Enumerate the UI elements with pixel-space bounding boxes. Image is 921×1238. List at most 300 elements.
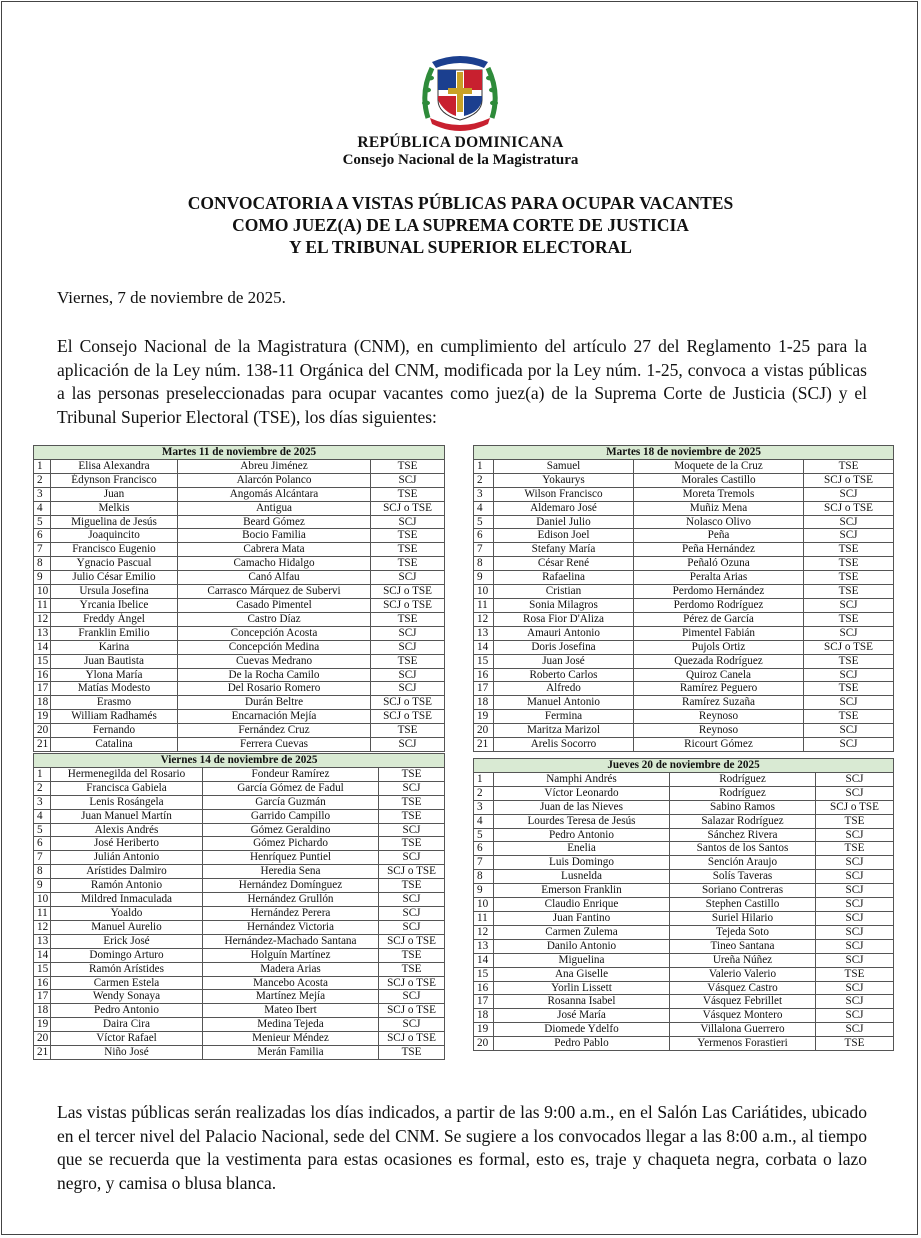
last-name: García Guzmán: [203, 795, 379, 809]
last-name: Valerio Valerio: [670, 967, 816, 981]
table-row: [34, 920, 445, 934]
last-name: Henríquez Puntiel: [203, 851, 379, 865]
schedule-date-heading: Viernes 14 de noviembre de 2025: [34, 754, 445, 768]
last-name: Santos de los Santos: [670, 842, 816, 856]
row-number: 1: [34, 767, 51, 781]
last-name: Durán Beltre: [178, 696, 371, 710]
court: SCJ: [371, 626, 445, 640]
court: SCJ: [804, 668, 894, 682]
table-row: [474, 953, 894, 967]
last-name: Angomás Alcántara: [178, 487, 371, 501]
table-row: [34, 837, 445, 851]
table-row: [34, 682, 445, 696]
court: TSE: [379, 962, 445, 976]
row-number: 13: [474, 939, 494, 953]
court: TSE: [371, 487, 445, 501]
row-number: 17: [474, 682, 494, 696]
first-name: Ramón Arístides: [51, 962, 203, 976]
table-row: [474, 626, 894, 640]
last-name: Rodríguez: [670, 772, 816, 786]
first-name: Diomede Ydelfo: [494, 1023, 670, 1037]
table-row: [474, 772, 894, 786]
row-number: 9: [34, 571, 51, 585]
last-name: Reynoso: [634, 724, 804, 738]
court: SCJ: [816, 828, 894, 842]
last-name: Antigua: [178, 501, 371, 515]
last-name: Rodríguez: [670, 786, 816, 800]
row-number: 12: [34, 920, 51, 934]
table-row: [34, 543, 445, 557]
court: SCJ: [371, 738, 445, 752]
table-row: [34, 851, 445, 865]
row-number: 17: [34, 990, 51, 1004]
last-name: De la Rocha Camilo: [178, 668, 371, 682]
last-name: Encarnación Mejía: [178, 710, 371, 724]
table-row: [34, 473, 445, 487]
court: SCJ o TSE: [379, 934, 445, 948]
first-name: Julián Antonio: [51, 851, 203, 865]
last-name: Ricourt Gómez: [634, 738, 804, 752]
row-number: 5: [34, 823, 51, 837]
court: TSE: [379, 948, 445, 962]
schedule-date-heading: Martes 11 de noviembre de 2025: [34, 446, 445, 460]
table-row: [34, 487, 445, 501]
table-row: [34, 767, 445, 781]
first-name: Amauri Antonio: [494, 626, 634, 640]
row-number: 15: [34, 962, 51, 976]
last-name: Fondeur Ramírez: [203, 767, 379, 781]
table-row: [34, 990, 445, 1004]
court: SCJ: [379, 920, 445, 934]
first-name: Pedro Antonio: [494, 828, 670, 842]
first-name: Yoaldo: [51, 906, 203, 920]
last-name: Concepción Acosta: [178, 626, 371, 640]
court: SCJ: [804, 696, 894, 710]
court: SCJ: [371, 682, 445, 696]
court: SCJ: [816, 939, 894, 953]
first-name: Daira Cira: [51, 1018, 203, 1032]
court: SCJ: [816, 898, 894, 912]
row-number: 12: [474, 612, 494, 626]
court: SCJ: [816, 995, 894, 1009]
first-name: Rosa Fior D'Aliza: [494, 612, 634, 626]
row-number: 13: [34, 626, 51, 640]
row-number: 10: [34, 893, 51, 907]
first-name: Juan Bautista: [51, 654, 178, 668]
row-number: 3: [474, 800, 494, 814]
row-number: 10: [474, 898, 494, 912]
table-row: [34, 865, 445, 879]
row-number: 9: [474, 571, 494, 585]
last-name: Madera Arias: [203, 962, 379, 976]
first-name: José María: [494, 1009, 670, 1023]
last-name: Martínez Mejía: [203, 990, 379, 1004]
first-name: Doris Josefina: [494, 640, 634, 654]
first-name: Fernando: [51, 724, 178, 738]
court: SCJ: [804, 598, 894, 612]
table-row: [474, 557, 894, 571]
row-number: 15: [34, 654, 51, 668]
row-number: 19: [34, 1018, 51, 1032]
row-number: 6: [34, 837, 51, 851]
first-name: Domingo Arturo: [51, 948, 203, 962]
row-number: 7: [34, 851, 51, 865]
row-number: 1: [474, 772, 494, 786]
table-row: [474, 967, 894, 981]
last-name: Pérez de García: [634, 612, 804, 626]
court: TSE: [804, 654, 894, 668]
court: SCJ: [371, 473, 445, 487]
last-name: Castro Díaz: [178, 612, 371, 626]
table-row: [474, 1037, 894, 1051]
court: SCJ: [371, 571, 445, 585]
first-name: Fermina: [494, 710, 634, 724]
last-name: Gómez Geraldino: [203, 823, 379, 837]
table-row: [34, 823, 445, 837]
court: TSE: [804, 710, 894, 724]
row-number: 2: [34, 473, 51, 487]
table-row: [474, 939, 894, 953]
first-name: Rosanna Isabel: [494, 995, 670, 1009]
table-row: [474, 473, 894, 487]
table-row: [34, 640, 445, 654]
last-name: Sabino Ramos: [670, 800, 816, 814]
first-name: Carmen Zulema: [494, 925, 670, 939]
row-number: 9: [34, 879, 51, 893]
row-number: 6: [474, 529, 494, 543]
table-row: [474, 543, 894, 557]
title-line: COMO JUEZ(A) DE LA SUPREMA CORTE DE JUSTICIA: [232, 215, 689, 235]
court: SCJ o TSE: [804, 640, 894, 654]
row-number: 4: [474, 501, 494, 515]
last-name: García Gómez de Fadul: [203, 781, 379, 795]
last-name: Peralta Arias: [634, 571, 804, 585]
row-number: 8: [34, 557, 51, 571]
row-number: 11: [474, 598, 494, 612]
first-name: César René: [494, 557, 634, 571]
row-number: 6: [34, 529, 51, 543]
row-number: 4: [34, 501, 51, 515]
court: SCJ: [804, 724, 894, 738]
court: SCJ: [379, 781, 445, 795]
last-name: Menieur Méndez: [203, 1032, 379, 1046]
court: TSE: [816, 1037, 894, 1051]
institution-name: Consejo Nacional de la Magistratura: [342, 152, 579, 168]
row-number: 18: [34, 1004, 51, 1018]
first-name: Joaquincito: [51, 529, 178, 543]
row-number: 1: [474, 459, 494, 473]
court: SCJ o TSE: [804, 473, 894, 487]
last-name: Carrasco Márquez de Subervi: [178, 585, 371, 599]
table-row: [34, 696, 445, 710]
court: TSE: [816, 842, 894, 856]
first-name: Julio César Emilio: [51, 571, 178, 585]
row-number: 18: [474, 1009, 494, 1023]
last-name: Reynoso: [634, 710, 804, 724]
first-name: Arelis Socorro: [494, 738, 634, 752]
court: SCJ: [804, 529, 894, 543]
first-name: Elisa Alexandra: [51, 459, 178, 473]
court: SCJ: [804, 487, 894, 501]
schedule-table: [33, 753, 445, 1060]
court: SCJ: [816, 911, 894, 925]
table-row: [474, 925, 894, 939]
court: TSE: [371, 529, 445, 543]
row-number: 20: [34, 724, 51, 738]
court: SCJ: [816, 856, 894, 870]
row-number: 7: [474, 856, 494, 870]
row-number: 16: [474, 981, 494, 995]
table-row: [474, 571, 894, 585]
last-name: Peña: [634, 529, 804, 543]
row-number: 19: [474, 1023, 494, 1037]
last-name: Beard Gómez: [178, 515, 371, 529]
table-row: [34, 809, 445, 823]
court: SCJ: [804, 626, 894, 640]
first-name: Miguelina de Jesús: [51, 515, 178, 529]
table-row: [34, 501, 445, 515]
last-name: Suriel Hilario: [670, 911, 816, 925]
last-name: Yermenos Forastieri: [670, 1037, 816, 1051]
table-row: [34, 626, 445, 640]
first-name: Roberto Carlos: [494, 668, 634, 682]
last-name: Canó Alfau: [178, 571, 371, 585]
row-number: 18: [34, 696, 51, 710]
last-name: Perdomo Hernández: [634, 585, 804, 599]
court: TSE: [379, 767, 445, 781]
court: SCJ o TSE: [371, 585, 445, 599]
first-name: Alfredo: [494, 682, 634, 696]
court: SCJ: [371, 640, 445, 654]
first-name: Francisca Gabiela: [51, 781, 203, 795]
table-row: [474, 856, 894, 870]
table-row: [474, 738, 894, 752]
last-name: Del Rosario Romero: [178, 682, 371, 696]
first-name: José Heriberto: [51, 837, 203, 851]
row-number: 7: [474, 543, 494, 557]
row-number: 12: [34, 612, 51, 626]
table-row: [474, 585, 894, 599]
date-line: Viernes, 7 de noviembre de 2025.: [57, 288, 286, 307]
first-name: Pedro Pablo: [494, 1037, 670, 1051]
row-number: 19: [474, 710, 494, 724]
first-name: Aldemaro José: [494, 501, 634, 515]
first-name: Miguelina: [494, 953, 670, 967]
row-number: 8: [34, 865, 51, 879]
last-name: Mancebo Acosta: [203, 976, 379, 990]
court: SCJ: [816, 884, 894, 898]
title-line: Y EL TRIBUNAL SUPERIOR ELECTORAL: [289, 237, 632, 257]
row-number: 8: [474, 870, 494, 884]
last-name: Merán Familia: [203, 1046, 379, 1060]
first-name: Ursula Josefina: [51, 585, 178, 599]
table-row: [34, 906, 445, 920]
last-name: Villalona Guerrero: [670, 1023, 816, 1037]
court: SCJ: [371, 668, 445, 682]
row-number: 20: [474, 1037, 494, 1051]
table-row: [474, 515, 894, 529]
last-name: Salazar Rodríguez: [670, 814, 816, 828]
row-number: 21: [474, 738, 494, 752]
table-row: [474, 842, 894, 856]
first-name: Ana Giselle: [494, 967, 670, 981]
table-row: [474, 640, 894, 654]
court: SCJ o TSE: [371, 696, 445, 710]
first-name: Catalina: [51, 738, 178, 752]
last-name: Ureña Núñez: [670, 953, 816, 967]
first-name: Manuel Antonio: [494, 696, 634, 710]
last-name: Ferrera Cuevas: [178, 738, 371, 752]
last-name: Cuevas Medrano: [178, 654, 371, 668]
row-number: 3: [474, 487, 494, 501]
table-row: [34, 612, 445, 626]
table-row: [474, 501, 894, 515]
court: SCJ: [816, 953, 894, 967]
first-name: Juan de las Nieves: [494, 800, 670, 814]
row-number: 2: [474, 786, 494, 800]
row-number: 20: [474, 724, 494, 738]
court: SCJ o TSE: [371, 598, 445, 612]
row-number: 8: [474, 557, 494, 571]
last-name: Pimentel Fabián: [634, 626, 804, 640]
court: TSE: [371, 612, 445, 626]
row-number: 12: [474, 925, 494, 939]
court: SCJ: [816, 925, 894, 939]
table-row: [474, 1009, 894, 1023]
country-name: REPÚBLICA DOMINICANA: [357, 134, 564, 151]
table-row: [474, 995, 894, 1009]
first-name: Mildred Inmaculada: [51, 893, 203, 907]
table-row: [34, 529, 445, 543]
first-name: Carmen Estela: [51, 976, 203, 990]
last-name: Peñaló Ozuna: [634, 557, 804, 571]
table-row: [474, 612, 894, 626]
schedule-table: [473, 445, 894, 752]
table-row: [474, 828, 894, 842]
last-name: Vásquez Febrillet: [670, 995, 816, 1009]
court: TSE: [371, 724, 445, 738]
table-row: [34, 781, 445, 795]
first-name: Stefany María: [494, 543, 634, 557]
court: SCJ: [816, 981, 894, 995]
table-row: [34, 1018, 445, 1032]
last-name: Alarcón Polanco: [178, 473, 371, 487]
first-name: Yorlin Lissett: [494, 981, 670, 995]
court: SCJ: [816, 870, 894, 884]
intro-paragraph: El Consejo Nacional de la Magistratura (CNM), en cumplimiento del artículo 27 del Reglamento 1-25 para la aplicación de la Ley núm. 138-11 Orgánica del CNM, modificada por la Ley núm. 1-25, convoca a vistas públicas a las personas preseleccionadas para ocupar vacantes como juez(a) de la Suprema Corte de Justicia (SCJ) y el Tribunal Superior Electoral (TSE), los días siguientes:: [57, 336, 867, 427]
first-name: Pedro Antonio: [51, 1004, 203, 1018]
row-number: 2: [474, 473, 494, 487]
row-number: 15: [474, 967, 494, 981]
first-name: Juan José: [494, 654, 634, 668]
last-name: Cabrera Mata: [178, 543, 371, 557]
first-name: Enelia: [494, 842, 670, 856]
first-name: Hermenegilda del Rosario: [51, 767, 203, 781]
row-number: 20: [34, 1032, 51, 1046]
last-name: Pujols Ortiz: [634, 640, 804, 654]
row-number: 19: [34, 710, 51, 724]
last-name: Stephen Castillo: [670, 898, 816, 912]
last-name: Hernández Grullón: [203, 893, 379, 907]
row-number: 17: [474, 995, 494, 1009]
court: SCJ o TSE: [371, 501, 445, 515]
first-name: Erick José: [51, 934, 203, 948]
row-number: 18: [474, 696, 494, 710]
first-name: Ylona María: [51, 668, 178, 682]
first-name: Lourdes Teresa de Jesús: [494, 814, 670, 828]
table-row: [34, 934, 445, 948]
court: TSE: [804, 571, 894, 585]
court: TSE: [816, 967, 894, 981]
row-number: 6: [474, 842, 494, 856]
row-number: 3: [34, 795, 51, 809]
court: TSE: [379, 837, 445, 851]
last-name: Nolasco Olivo: [634, 515, 804, 529]
first-name: Víctor Rafael: [51, 1032, 203, 1046]
title-line: CONVOCATORIA A VISTAS PÚBLICAS PARA OCUPAR VACANTES: [187, 193, 734, 213]
court: TSE: [371, 543, 445, 557]
table-row: [474, 800, 894, 814]
table-row: [34, 738, 445, 752]
first-name: Danilo Antonio: [494, 939, 670, 953]
court: TSE: [804, 557, 894, 571]
last-name: Abreu Jiménez: [178, 459, 371, 473]
court: SCJ: [379, 1018, 445, 1032]
table-row: [474, 898, 894, 912]
table-row: [34, 1032, 445, 1046]
first-name: Manuel Aurelio: [51, 920, 203, 934]
table-row: [474, 981, 894, 995]
first-name: Juan: [51, 487, 178, 501]
court: SCJ o TSE: [371, 710, 445, 724]
table-row: [34, 668, 445, 682]
last-name: Bocio Familia: [178, 529, 371, 543]
row-number: 13: [34, 934, 51, 948]
table-row: [474, 1023, 894, 1037]
row-number: 4: [34, 809, 51, 823]
court: TSE: [804, 459, 894, 473]
court: SCJ o TSE: [379, 976, 445, 990]
court: TSE: [379, 1046, 445, 1060]
first-name: Maritza Marizol: [494, 724, 634, 738]
last-name: Perdomo Rodríguez: [634, 598, 804, 612]
last-name: Quiroz Canela: [634, 668, 804, 682]
first-name: Cristian: [494, 585, 634, 599]
row-number: 5: [474, 515, 494, 529]
last-name: Ramírez Suzaña: [634, 696, 804, 710]
table-row: [474, 911, 894, 925]
first-name: Wilson Francisco: [494, 487, 634, 501]
table-row: [34, 598, 445, 612]
row-number: 16: [34, 976, 51, 990]
closing-paragraph: Las vistas públicas serán realizadas los días indicados, a partir de las 9:00 a.m., en el Salón Las Cariátides, ubicado en el tercer nivel del Palacio Nacional, sede del CNM. Se sugiere a los convocados llegar a las 8:00 a.m., al tiempo que se recuerda que la vestimenta para estas ocasiones es formal, esto es, traje y chaqueta negra, corbata o lazo negro, y camisa o blusa blanca.: [57, 1102, 867, 1193]
court: SCJ: [371, 515, 445, 529]
table-row: [34, 585, 445, 599]
last-name: Tejeda Soto: [670, 925, 816, 939]
last-name: Muñiz Mena: [634, 501, 804, 515]
row-number: 16: [474, 668, 494, 682]
table-row: [34, 893, 445, 907]
table-row: [474, 724, 894, 738]
first-name: Arístides Dalmiro: [51, 865, 203, 879]
last-name: Vásquez Castro: [670, 981, 816, 995]
court: TSE: [804, 585, 894, 599]
last-name: Holguín Martínez: [203, 948, 379, 962]
last-name: Morales Castillo: [634, 473, 804, 487]
first-name: Niño José: [51, 1046, 203, 1060]
court: SCJ o TSE: [816, 800, 894, 814]
first-name: Ygnacio Pascual: [51, 557, 178, 571]
